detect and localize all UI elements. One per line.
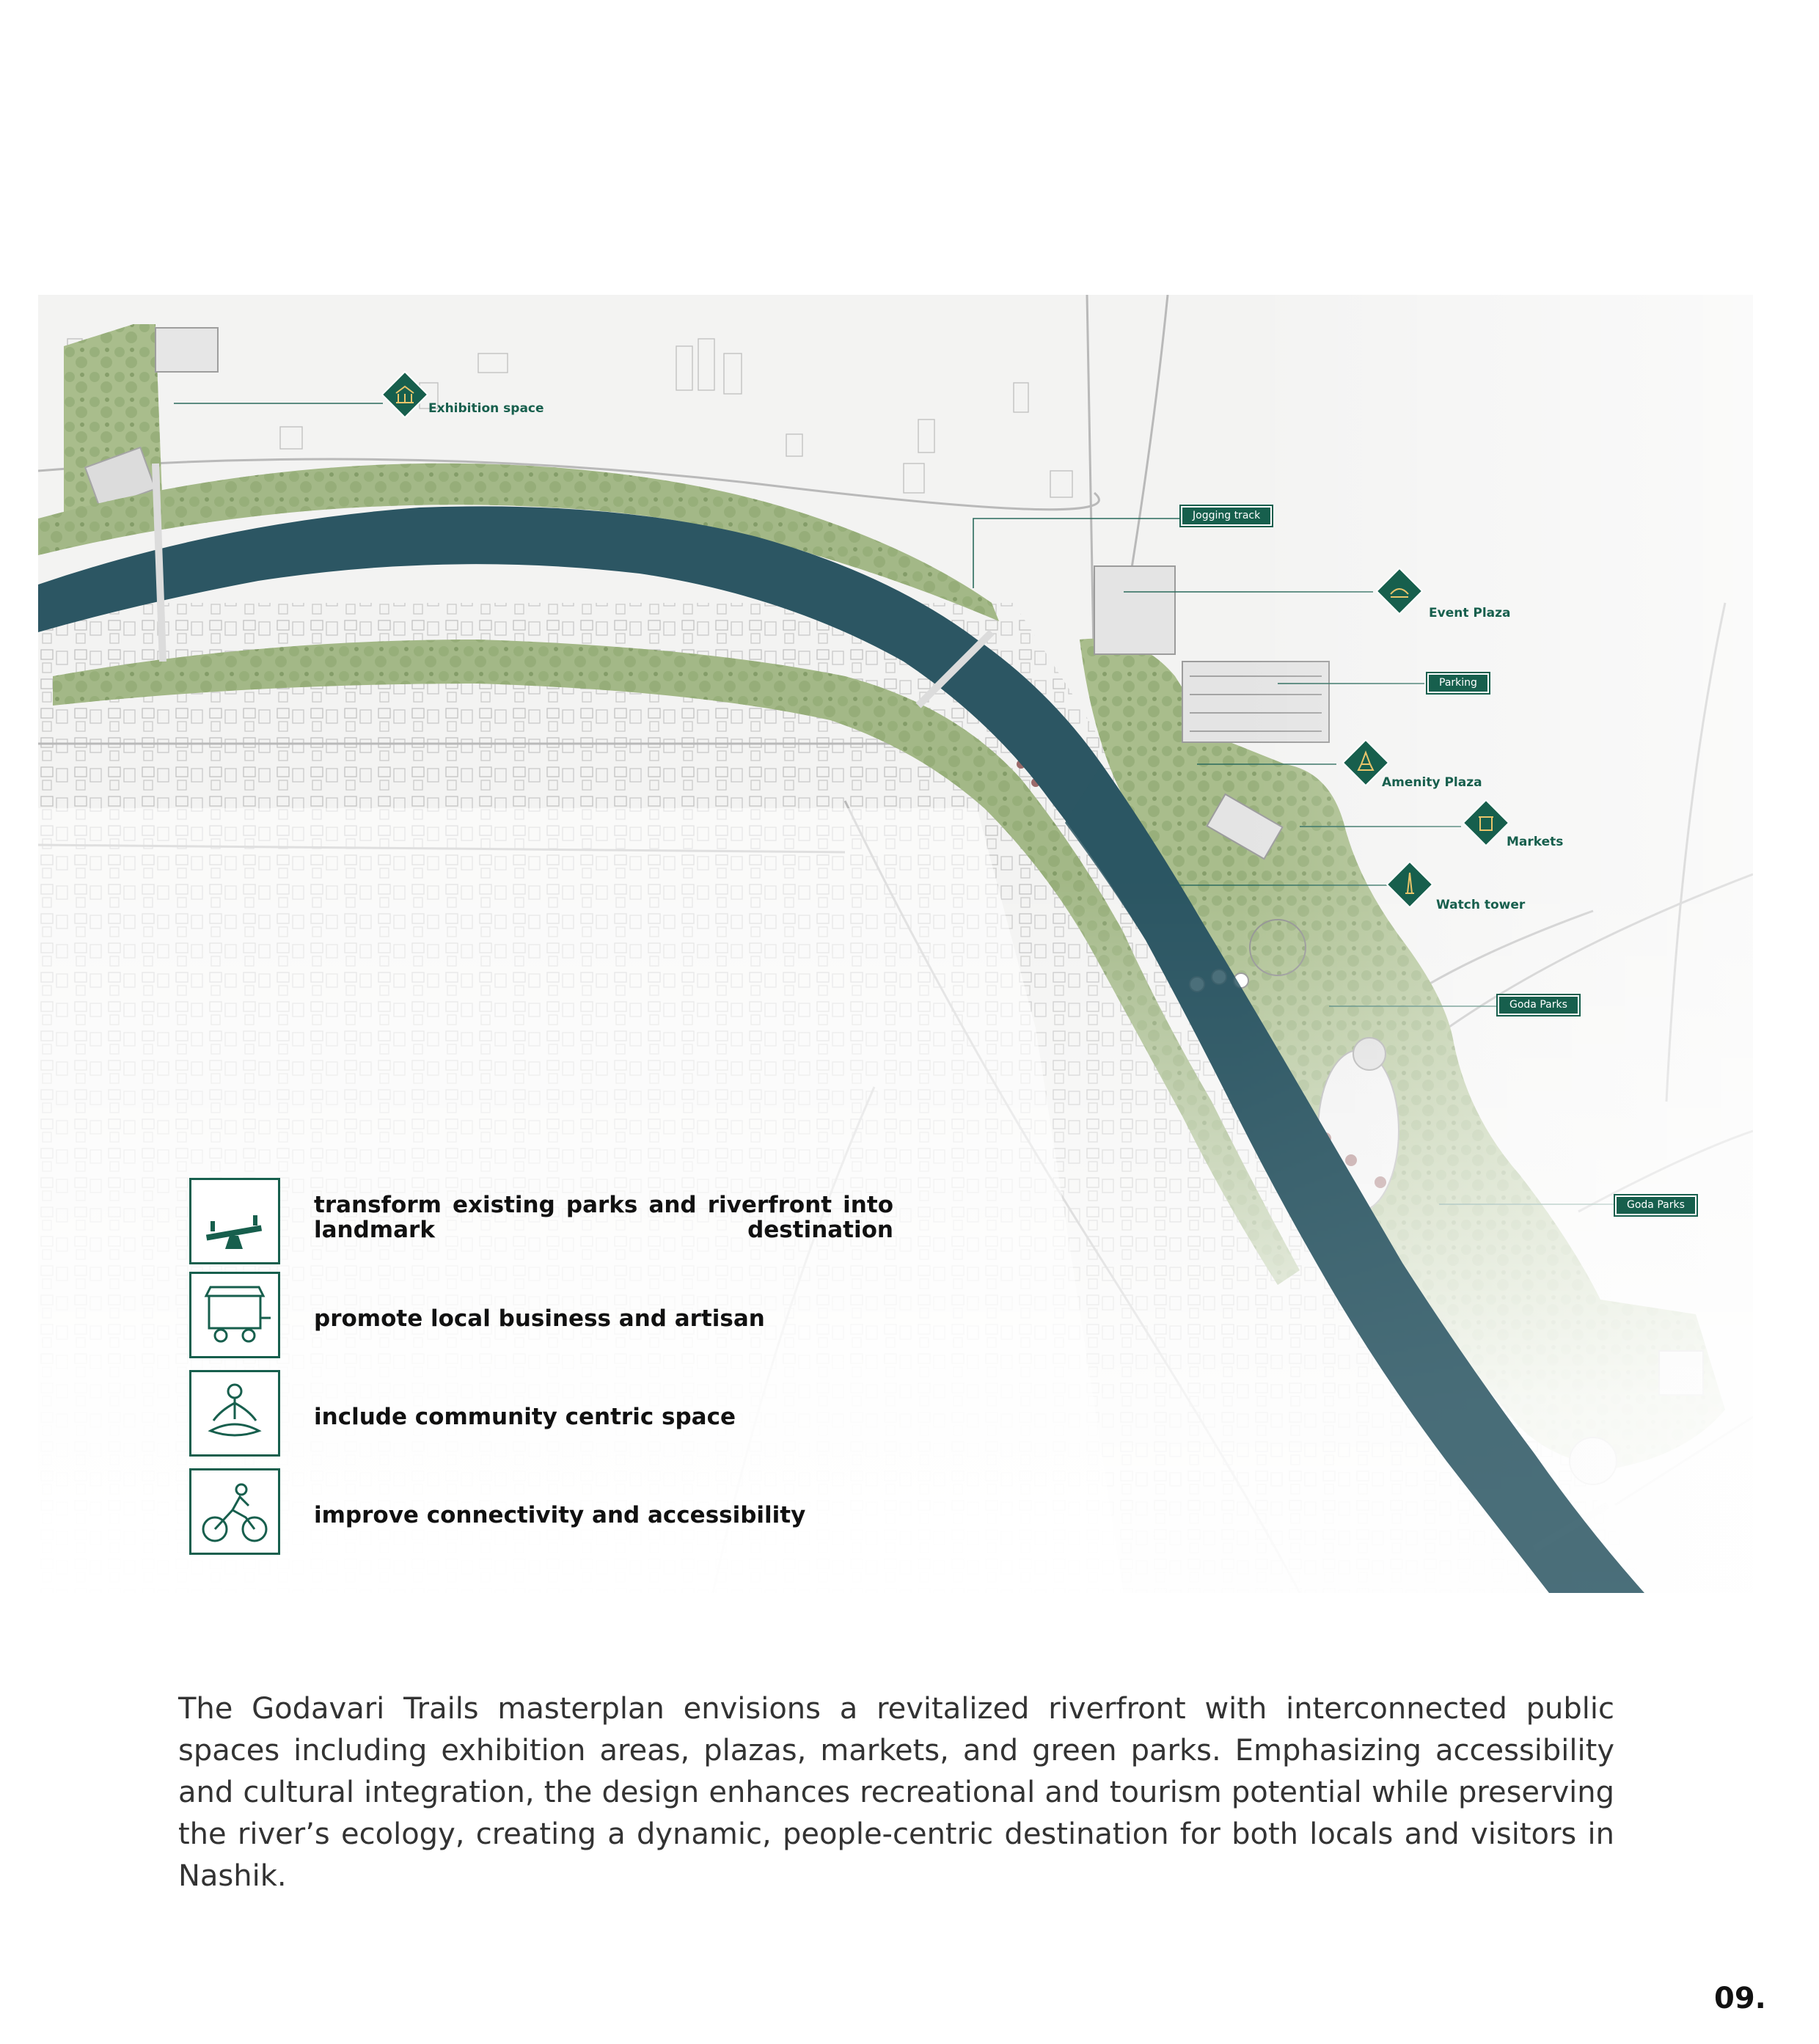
masterplan-map	[38, 295, 1753, 1593]
parking-tag: Parking	[1427, 673, 1489, 693]
jogging-track-tag: Jogging track	[1181, 506, 1272, 526]
objective-1-icon-box	[189, 1178, 280, 1264]
objective-4-icon-box	[189, 1468, 280, 1555]
goda-parks-tag-2: Goda Parks	[1615, 1195, 1697, 1215]
objective-3-icon-box	[189, 1370, 280, 1457]
exhibition-marker	[381, 371, 428, 418]
objective-1-text: transform existing parks and riverfront into landmark destination	[314, 1192, 893, 1243]
event-plaza-label: Event Plaza	[1429, 606, 1511, 620]
objective-2-icon-box	[189, 1272, 280, 1358]
watch-tower-marker	[1386, 861, 1433, 908]
objective-3-text: include community centric space	[314, 1404, 736, 1430]
cyclist-icon	[191, 1470, 278, 1553]
exhibition-space-label: Exhibition space	[428, 401, 544, 416]
event-plaza-marker	[1376, 568, 1423, 615]
objective-2-text: promote local business and artisan	[314, 1305, 765, 1332]
markets-marker	[1463, 799, 1509, 846]
page-number: 09.	[1714, 1982, 1766, 2015]
masterplan-description: The Godavari Trails masterplan envisions a revitalized riverfront with interconnected public spaces including exhibition areas, plazas, markets, and green parks. Emphasizing accessibility and cultural integration, the design enhances recreational and tourism potential while preserving the river’s ecology, creating a dynamic, people-centric destination for both locals and visitors in Nashik.	[178, 1692, 1614, 1893]
watch-tower-label: Watch tower	[1436, 898, 1526, 912]
seesaw-icon	[191, 1180, 278, 1262]
goda-parks-tag-1: Goda Parks	[1498, 995, 1579, 1015]
amenity-plaza-label: Amenity Plaza	[1382, 775, 1482, 790]
objective-4-text: improve connectivity and accessibility	[314, 1502, 806, 1528]
meditation-icon	[191, 1372, 278, 1454]
markets-label: Markets	[1507, 835, 1564, 849]
food-cart-icon	[191, 1274, 278, 1356]
map-drawing	[38, 295, 1753, 1593]
